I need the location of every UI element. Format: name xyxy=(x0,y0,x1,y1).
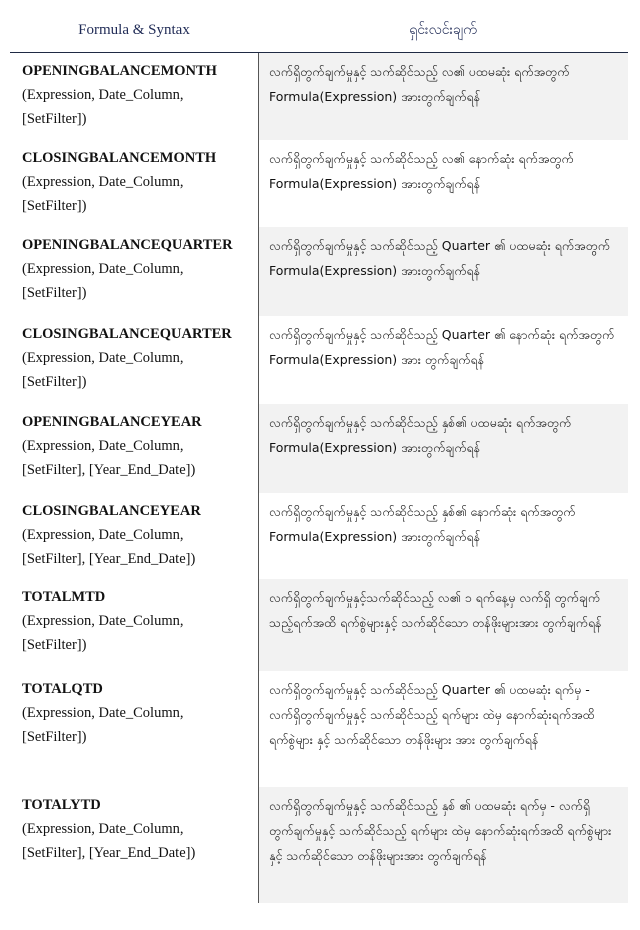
description-cell: လက်ရှိတွက်ချက်မှုနှင့် သက်ဆိုင်သည့် လ၏ ပထမဆုံး ရက်အတွက် Formula(Expression) အားတွက်ချက်ရန် xyxy=(258,53,628,140)
formula-name: OPENINGBALANCEYEAR xyxy=(22,414,202,430)
table-row xyxy=(10,493,628,579)
formula-cell xyxy=(10,140,258,227)
formula-args: (Expression, Date_Column, [SetFilter]) xyxy=(22,350,184,390)
formula-args: (Expression, Date_Column, [SetFilter]) xyxy=(22,87,184,127)
table-row xyxy=(10,227,628,316)
formula-args: (Expression, Date_Column, [SetFilter], [Year_End_Date]) xyxy=(22,821,196,861)
formula-args: (Expression, Date_Column, [SetFilter]) xyxy=(22,261,184,301)
formula-args: (Expression, Date_Column, [SetFilter], [Year_End_Date]) xyxy=(22,527,196,567)
table-row xyxy=(10,140,628,227)
description-cell: လက်ရှိတွက်ချက်မှုနှင့် သက်ဆိုင်သည့် နှစ်၏ ပထမဆုံး ရက်အတွက် Formula(Expression) အားတွက်ချက်ရန် xyxy=(258,404,628,493)
description-cell: လက်ရှိတွက်ချက်မှုနှင့် သက်ဆိုင်သည့် လ၏ နောက်ဆုံး ရက်အတွက် Formula(Expression) အားတွက်ချက်ရန် xyxy=(258,140,628,227)
formula-cell xyxy=(10,579,258,671)
formula-cell xyxy=(10,493,258,579)
formula-name: TOTALQTD xyxy=(22,681,103,697)
formula-name: CLOSINGBALANCEMONTH xyxy=(22,150,217,166)
formula-cell xyxy=(10,671,258,787)
description-cell: လက်ရှိတွက်ချက်မှုနှင့် သက်ဆိုင်သည့် Quarter ၏ ပထမဆုံး ရက်မှ - လက်ရှိတွက်ချက်မှုနှင့် သက်ဆိုင်သည့် ရက်များ ထဲမှ နောက်ဆုံးရက်အထိ ရက်စွဲများ နှင့် သက်ဆိုင်သော တန်ဖိုးများ အား တွက်ချက်ရန် xyxy=(258,671,628,787)
formula-table xyxy=(10,8,628,903)
header-formula-syntax: Formula & Syntax xyxy=(78,21,190,38)
formula-name: CLOSINGBALANCEYEAR xyxy=(22,503,201,519)
formula-name: TOTALYTD xyxy=(22,797,101,813)
table-row xyxy=(10,579,628,671)
formula-name: OPENINGBALANCEQUARTER xyxy=(22,237,233,253)
table-row xyxy=(10,671,628,787)
formula-args: (Expression, Date_Column, [SetFilter]) xyxy=(22,174,184,214)
description-cell: လက်ရှိတွက်ချက်မှုနှင့် သက်ဆိုင်သည့် Quarter ၏ ပထမဆုံး ရက်အတွက် Formula(Expression) အားတွက်ချက်ရန် xyxy=(258,227,628,316)
formula-cell xyxy=(10,227,258,316)
description-cell: လက်ရှိတွက်ချက်မှုနှင့်သက်ဆိုင်သည့် လ၏ ၁ ရက်နေ့မှ လက်ရှိ တွက်ချက်သည့်ရက်အထိ ရက်စွဲများနှင့် သက်ဆိုင်သော တန်ဖိုးများအား တွက်ချက်ရန် xyxy=(258,579,628,671)
formula-cell xyxy=(10,787,258,903)
header-description: ရှင်းလင်းချက် xyxy=(409,21,477,38)
table-row xyxy=(10,316,628,404)
formula-args: (Expression, Date_Column, [SetFilter], [Year_End_Date]) xyxy=(22,438,196,478)
formula-args: (Expression, Date_Column, [SetFilter]) xyxy=(22,613,184,653)
table-row xyxy=(10,787,628,903)
formula-args: (Expression, Date_Column, [SetFilter]) xyxy=(22,705,184,745)
formula-cell xyxy=(10,53,258,140)
formula-name: TOTALMTD xyxy=(22,589,106,605)
description-cell: လက်ရှိတွက်ချက်မှုနှင့် သက်ဆိုင်သည့် နှစ်၏ နောက်ဆုံး ရက်အတွက် Formula(Expression) အားတွက်ချက်ရန် xyxy=(258,493,628,579)
formula-cell xyxy=(10,404,258,493)
description-cell: လက်ရှိတွက်ချက်မှုနှင့် သက်ဆိုင်သည့် နှစ် ၏ ပထမဆုံး ရက်မှ - လက်ရှိတွက်ချက်မှုနှင့် သက်ဆိုင်သည့် ရက်များ ထဲမှ နောက်ဆုံးရက်အထိ ရက်စွဲများ နှင့် သက်ဆိုင်သော တန်ဖိုးများအား တွက်ချက်ရန် xyxy=(258,787,628,903)
formula-name: OPENINGBALANCEMONTH xyxy=(22,63,217,79)
table-row xyxy=(10,404,628,493)
table-header xyxy=(10,8,628,53)
formula-name: CLOSINGBALANCEQUARTER xyxy=(22,326,232,342)
formula-cell xyxy=(10,316,258,404)
table-row xyxy=(10,53,628,140)
description-cell: လက်ရှိတွက်ချက်မှုနှင့် သက်ဆိုင်သည့် Quarter ၏ နောက်ဆုံး ရက်အတွက် Formula(Expression) အား တွက်ချက်ရန် xyxy=(258,316,628,404)
